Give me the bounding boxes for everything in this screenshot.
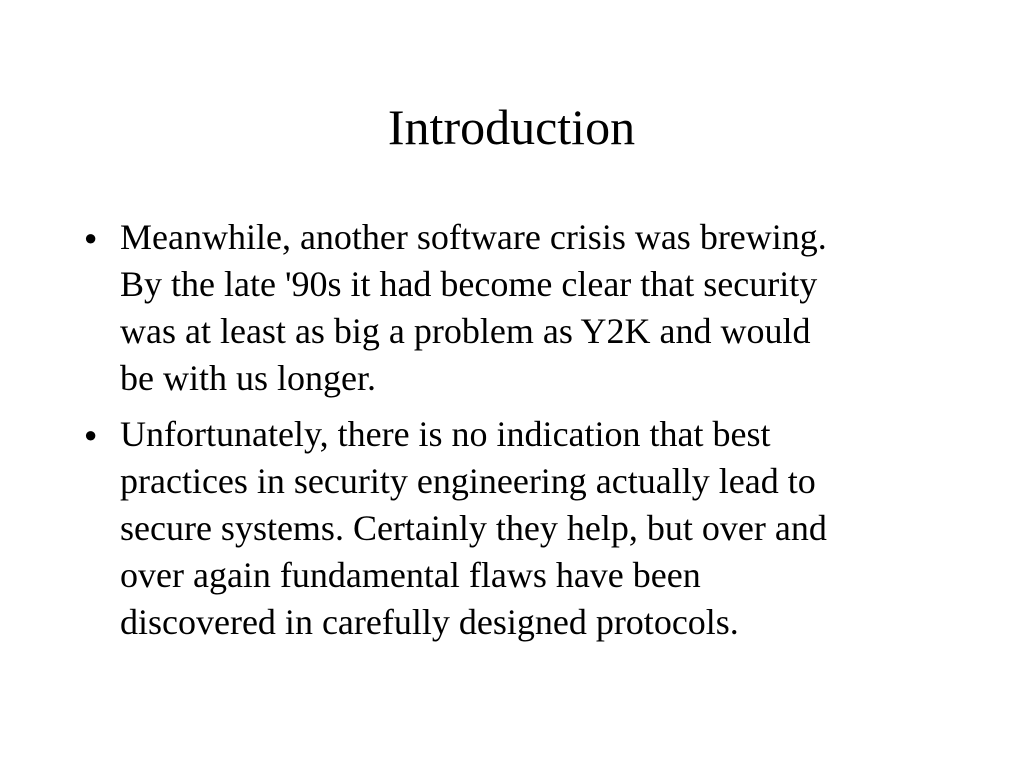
bullet-item <box>84 214 964 402</box>
slide-title: Introduction <box>387 99 636 155</box>
bullet-list <box>84 214 964 655</box>
bullet-dot-icon: ● <box>84 225 98 250</box>
bullet-dot-icon: ● <box>84 422 98 447</box>
bullet-text: Meanwhile, another software crisis was brewing. By the late '90s it had become clear that security was at least as big a problem as Y2K and would be with us longer. <box>120 217 827 398</box>
bullet-item <box>84 411 964 646</box>
bullet-text: Unfortunately, there is no indication that best practices in security engineering actually lead to secure systems. Certainly they help, but over and over again fundamental flaws have been discovered in carefully designed protocols. <box>120 414 827 642</box>
